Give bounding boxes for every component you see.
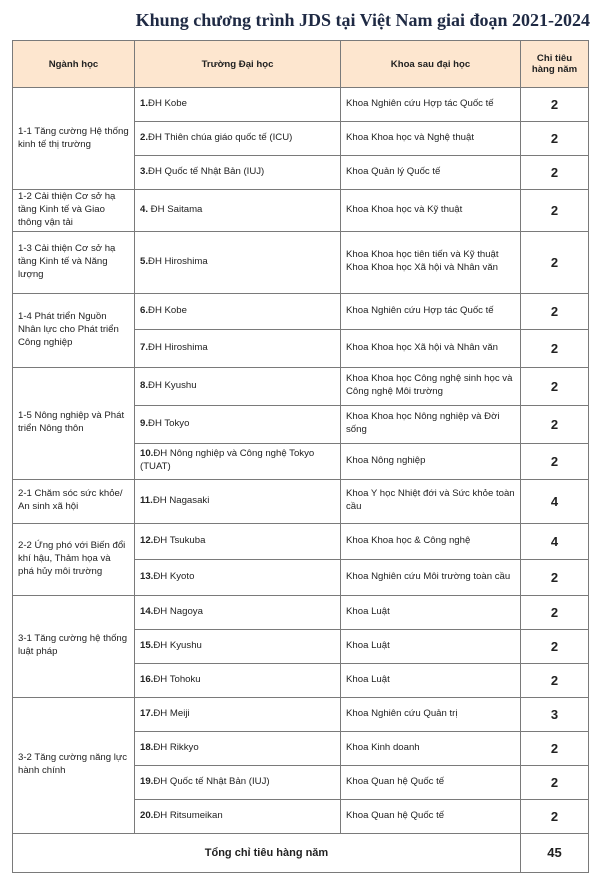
faculty-cell: Khoa Luật <box>341 663 521 697</box>
field-cell: 1-5 Nông nghiệp và Phát triển Nông thôn <box>13 367 135 479</box>
page-title: Khung chương trình JDS tại Việt Nam giai đoạn 2021-2024 <box>135 10 590 30</box>
row-number: 19. <box>140 775 154 787</box>
university-cell <box>135 231 341 293</box>
university-cell <box>135 405 341 443</box>
header-faculty: Khoa sau đại học <box>341 41 521 88</box>
faculty-cell: Khoa Khoa học tiên tiến và Kỹ thuật Khoa Khoa học Xã hội và Nhân văn <box>341 231 521 293</box>
quota-cell: 2 <box>521 799 589 833</box>
field-cell: 1-3 Cải thiện Cơ sở hạ tầng Kinh tế và Năng lượng <box>13 231 135 293</box>
quota-cell: 2 <box>521 190 589 232</box>
faculty-cell: Khoa Kinh doanh <box>341 731 521 765</box>
university-cell <box>135 559 341 595</box>
field-cell: 1-2 Cải thiện Cơ sở hạ tầng Kinh tế và Giao thông vận tải <box>13 190 135 232</box>
quota-cell: 2 <box>521 156 589 190</box>
field-cell: 3-2 Tăng cường năng lực hành chính <box>13 697 135 833</box>
table-row <box>13 367 589 405</box>
quota-cell: 2 <box>521 231 589 293</box>
university-cell <box>135 293 341 329</box>
university-name: ĐH Nagoya <box>153 605 203 617</box>
quota-cell: 2 <box>521 405 589 443</box>
quota-cell: 2 <box>521 122 589 156</box>
quota-cell: 2 <box>521 595 589 629</box>
quota-cell: 2 <box>521 559 589 595</box>
university-name: ĐH Quốc tế Nhật Bản (IUJ) <box>148 166 265 178</box>
row-number: 4. <box>140 203 149 215</box>
university-cell <box>135 190 341 232</box>
row-number: 11. <box>140 494 153 506</box>
table-row <box>13 231 589 293</box>
university-name: ĐH Kobe <box>148 304 187 316</box>
faculty-cell: Khoa Nghiên cứu Quản trị <box>341 697 521 731</box>
row-number: 17. <box>140 707 154 719</box>
university-name: ĐH Hiroshima <box>148 341 208 353</box>
university-cell <box>135 731 341 765</box>
faculty-cell: Khoa Quan hệ Quốc tế <box>341 799 521 833</box>
quota-cell: 2 <box>521 293 589 329</box>
faculty-cell: Khoa Nghiên cứu Hợp tác Quốc tế <box>341 88 521 122</box>
row-number: 2. <box>140 132 149 144</box>
university-cell <box>135 799 341 833</box>
table-row <box>13 190 589 232</box>
header-quota: Chỉ tiêu hàng năm <box>521 41 589 88</box>
university-name: ĐH Thiên chúa giáo quốc tế (ICU) <box>148 132 293 144</box>
total-row <box>13 833 589 872</box>
university-cell <box>135 367 341 405</box>
university-cell <box>135 595 341 629</box>
row-number: 14. <box>140 605 154 617</box>
faculty-cell: Khoa Khoa học Nông nghiệp và Đời sống <box>341 405 521 443</box>
university-name: ĐH Tohoku <box>153 673 201 685</box>
quota-cell: 2 <box>521 443 589 479</box>
quota-cell: 4 <box>521 479 589 523</box>
faculty-cell: Khoa Quản lý Quốc tế <box>341 156 521 190</box>
university-name: ĐH Kobe <box>148 98 187 110</box>
field-cell: 1-1 Tăng cường Hệ thống kinh tế thị trường <box>13 88 135 190</box>
university-name: ĐH Tokyo <box>148 417 190 429</box>
quota-cell: 4 <box>521 523 589 559</box>
header-university: Trường Đại học <box>135 41 341 88</box>
university-cell <box>135 765 341 799</box>
quota-cell: 2 <box>521 88 589 122</box>
table-row <box>13 595 589 629</box>
quota-cell: 2 <box>521 329 589 367</box>
table-row <box>13 88 589 122</box>
faculty-cell: Khoa Khoa học & Công nghệ <box>341 523 521 559</box>
university-cell <box>135 88 341 122</box>
faculty-cell: Khoa Nông nghiệp <box>341 443 521 479</box>
row-number: 9. <box>140 417 149 429</box>
quota-cell: 2 <box>521 765 589 799</box>
university-name: ĐH Nagasaki <box>152 494 210 506</box>
table-row <box>13 293 589 329</box>
table-row <box>13 697 589 731</box>
faculty-cell: Khoa Quan hệ Quốc tế <box>341 765 521 799</box>
university-name: ĐH Meiji <box>153 707 190 719</box>
jds-program-table <box>12 40 589 873</box>
faculty-cell: Khoa Khoa học Xã hội và Nhân văn <box>341 329 521 367</box>
quota-cell: 2 <box>521 367 589 405</box>
university-cell <box>135 663 341 697</box>
university-name: ĐH Kyoto <box>153 570 195 582</box>
row-number: 13. <box>140 570 154 582</box>
row-number: 5. <box>140 255 149 267</box>
quota-cell: 3 <box>521 697 589 731</box>
table-header-row <box>13 41 589 88</box>
university-name: ĐH Hiroshima <box>148 255 208 267</box>
row-number: 3. <box>140 166 149 178</box>
university-cell <box>135 443 341 479</box>
header-field: Ngành học <box>13 41 135 88</box>
quota-cell: 2 <box>521 731 589 765</box>
table-row <box>13 479 589 523</box>
faculty-cell: Khoa Khoa học và Kỹ thuật <box>341 190 521 232</box>
university-cell <box>135 479 341 523</box>
row-number: 6. <box>140 304 149 316</box>
faculty-cell: Khoa Luật <box>341 629 521 663</box>
university-cell <box>135 329 341 367</box>
field-cell: 2-2 Ứng phó với Biến đổi khí hậu, Thảm họa và phá hủy môi trường <box>13 523 135 595</box>
total-label: Tổng chỉ tiêu hàng năm <box>13 833 521 872</box>
total-value: 45 <box>521 833 589 872</box>
row-number: 7. <box>140 341 149 353</box>
university-name: ĐH Quốc tế Nhật Bản (IUJ) <box>153 775 270 787</box>
row-number: 12. <box>140 534 154 546</box>
faculty-cell: Khoa Khoa học Công nghệ sinh học và Công nghệ Môi trường <box>341 367 521 405</box>
faculty-cell: Khoa Khoa học và Nghệ thuật <box>341 122 521 156</box>
faculty-cell: Khoa Y học Nhiệt đới và Sức khỏe toàn cầu <box>341 479 521 523</box>
university-cell <box>135 156 341 190</box>
row-number: 1. <box>140 98 149 110</box>
university-name: ĐH Saitama <box>148 203 203 215</box>
field-cell: 1-4 Phát triển Nguồn Nhân lực cho Phát triển Công nghiệp <box>13 293 135 367</box>
university-name: ĐH Kyushu <box>148 379 197 391</box>
university-cell <box>135 697 341 731</box>
university-name: ĐH Tsukuba <box>153 534 206 546</box>
row-number: 18. <box>140 741 154 753</box>
row-number: 8. <box>140 379 149 391</box>
university-cell <box>135 629 341 663</box>
field-cell: 3-1 Tăng cường hệ thống luật pháp <box>13 595 135 697</box>
row-number: 20. <box>140 809 154 821</box>
faculty-cell: Khoa Nghiên cứu Môi trường toàn cầu <box>341 559 521 595</box>
university-cell <box>135 122 341 156</box>
quota-cell: 2 <box>521 629 589 663</box>
table-row <box>13 523 589 559</box>
university-name: ĐH Ritsumeikan <box>153 809 223 821</box>
faculty-cell: Khoa Luật <box>341 595 521 629</box>
row-number: 16. <box>140 673 154 685</box>
row-number: 15. <box>140 639 154 651</box>
university-name: ĐH Rikkyo <box>153 741 199 753</box>
row-number: 10. <box>140 448 154 460</box>
field-cell: 2-1 Chăm sóc sức khỏe/ An sinh xã hội <box>13 479 135 523</box>
university-name: ĐH Kyushu <box>153 639 202 651</box>
university-name: ĐH Nông nghiệp và Công nghệ Tokyo (TUAT) <box>140 448 315 473</box>
quota-cell: 2 <box>521 663 589 697</box>
faculty-cell: Khoa Nghiên cứu Hợp tác Quốc tế <box>341 293 521 329</box>
university-cell <box>135 523 341 559</box>
